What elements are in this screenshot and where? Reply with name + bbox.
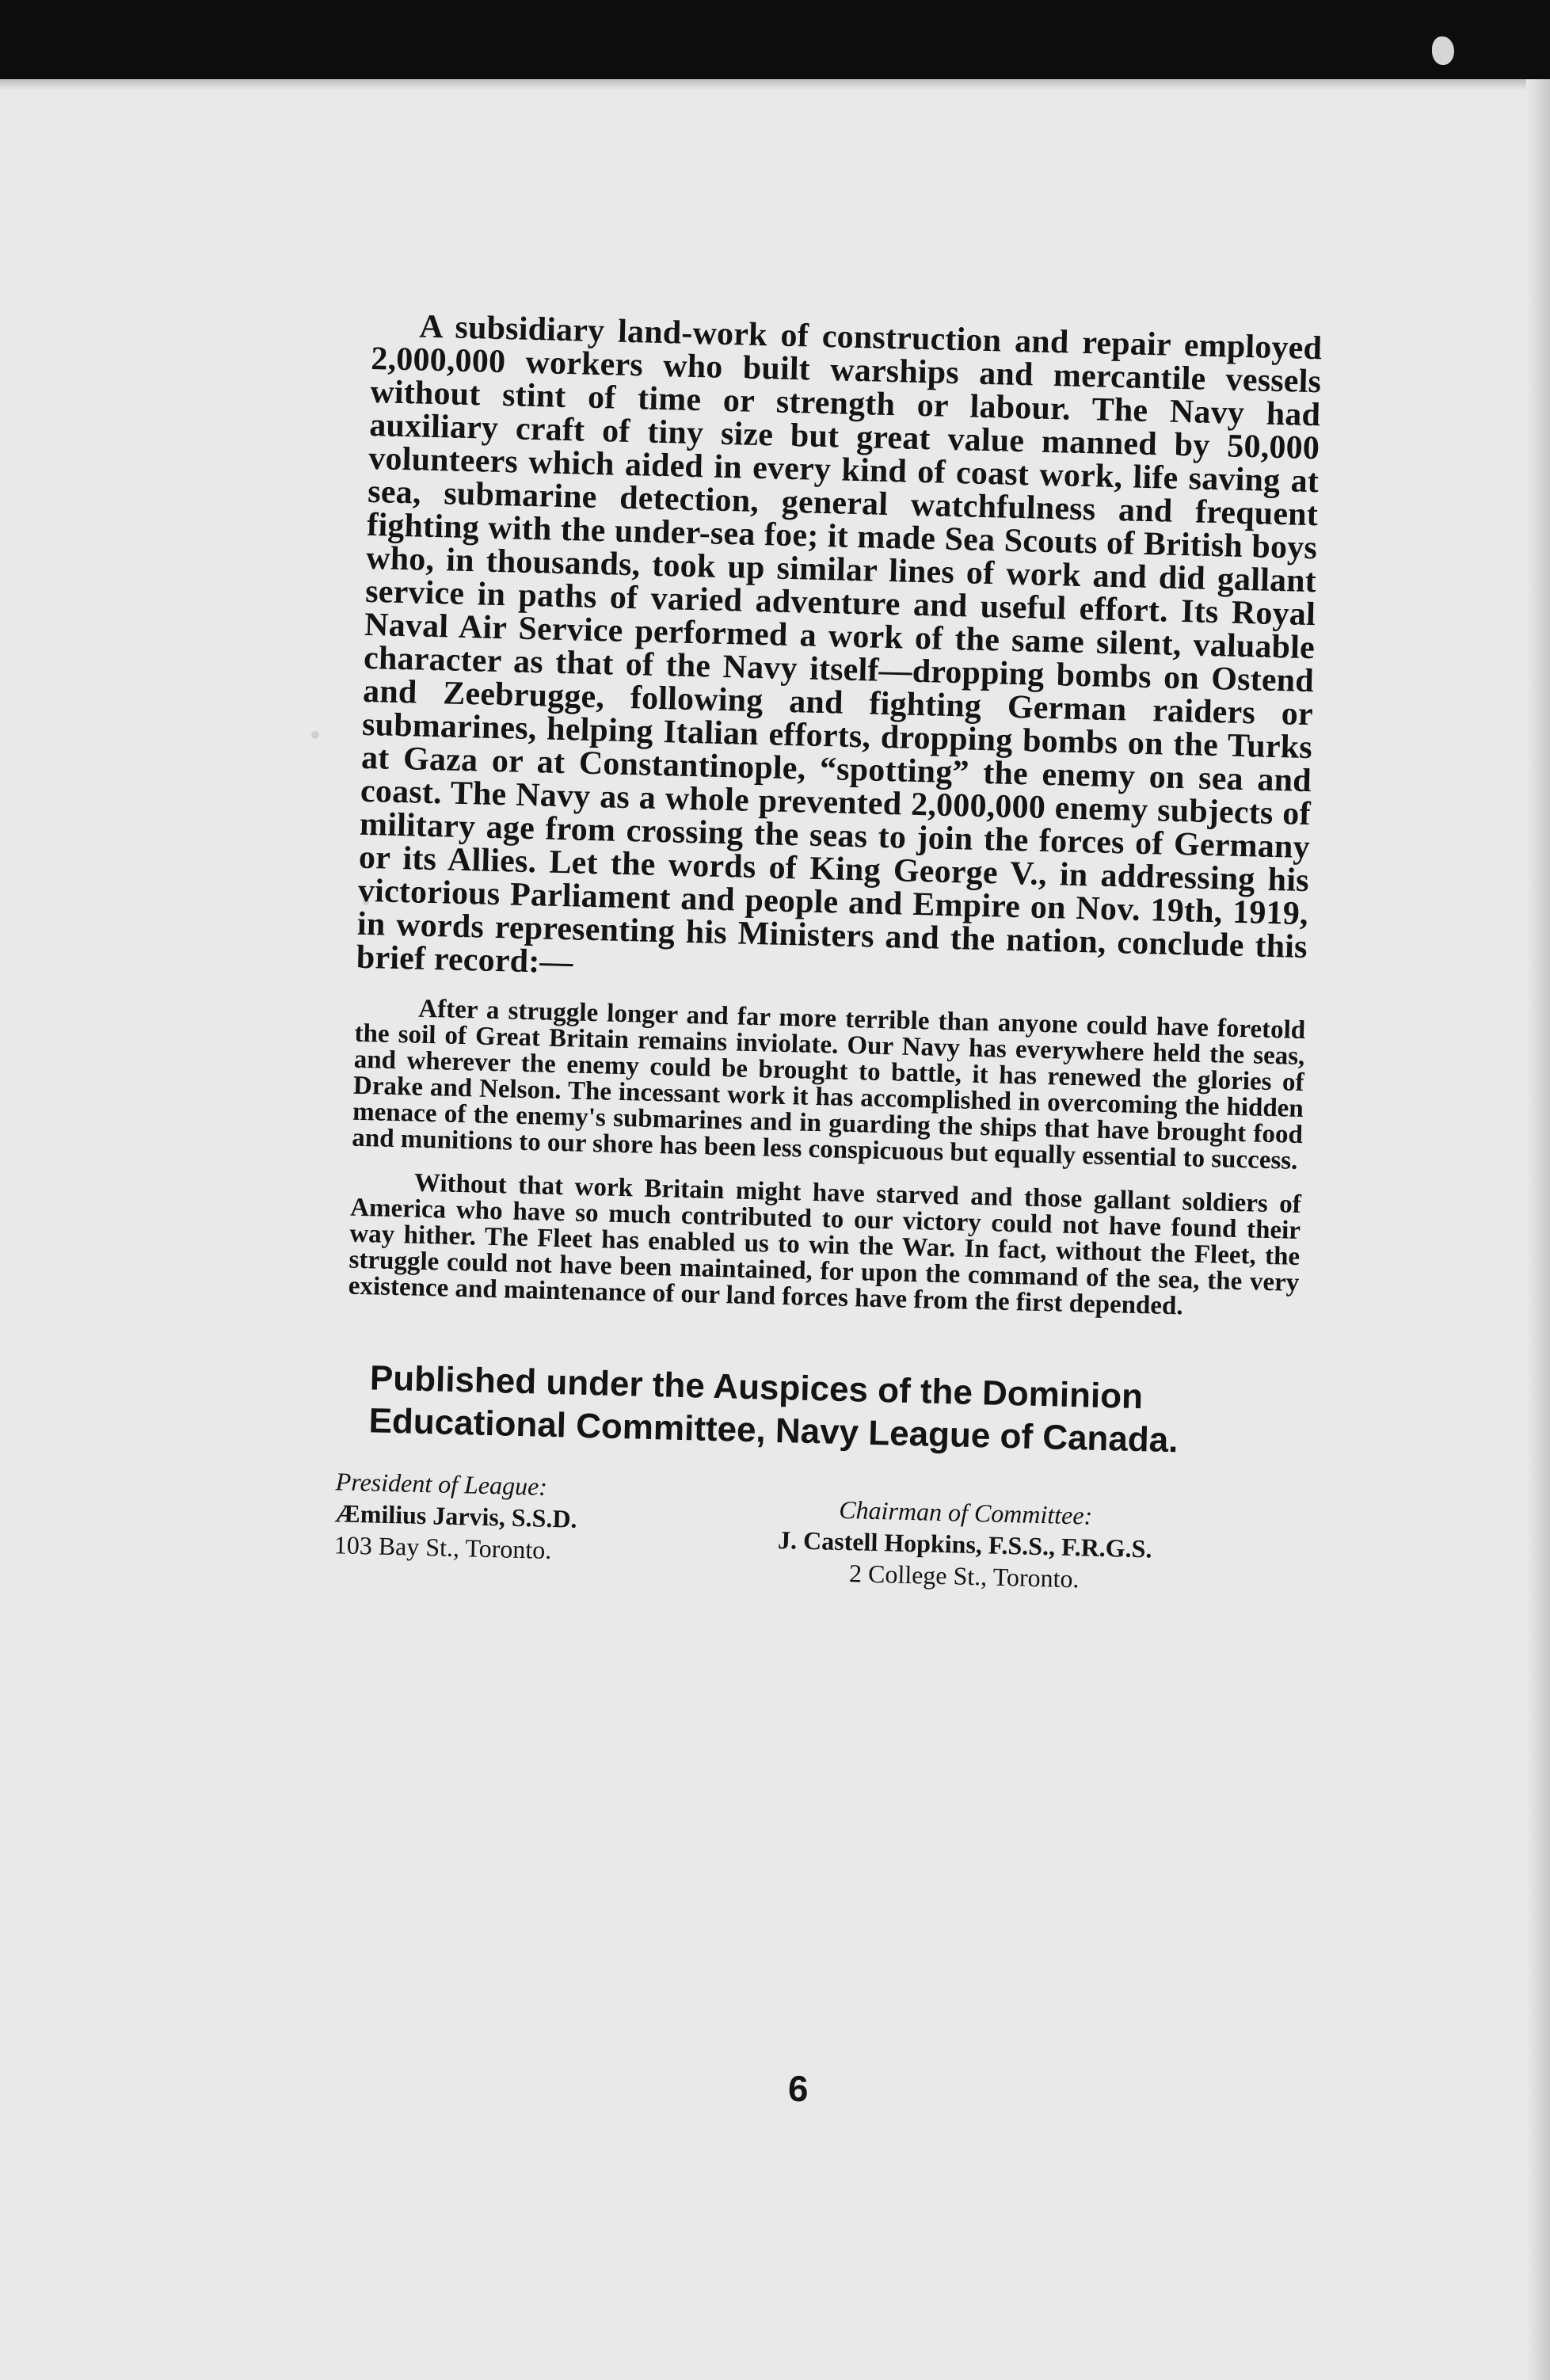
chairman-name: J. Castell Hopkins, F.S.S., F.R.G.S. xyxy=(777,1525,1152,1563)
chairman-block xyxy=(777,1492,1153,1597)
scan-corner-mark xyxy=(1432,36,1454,65)
president-address: 103 Bay St., Toronto. xyxy=(333,1530,552,1564)
page-content xyxy=(333,308,1323,1624)
published-notice: Published under the Auspices of the Dominion Educational Committee, Navy League of Canada. xyxy=(368,1358,1179,1460)
document-page xyxy=(0,79,1550,2380)
quoted-paragraph-2: Without that work Britain might have starved and those gallant soldiers of America who have so much contributed to our victory could not have found their way hither. The Fleet has enabled us to win the War. In fact, without the Fleet, the struggle could not have been maintained, for upon the command of the sea, the very existence and maintenance of our land forces have from the first depended. xyxy=(348,1168,1302,1321)
president-name: Æmilius Jarvis, S.S.D. xyxy=(334,1498,578,1533)
president-block xyxy=(333,1465,578,1566)
body-paragraph: A subsidiary land-work of construction and repair employed 2,000,000 workers who built warships and mercantile vessels without stint of time or strength or labour. The Navy had auxiliary craft of tiny size but great value manned by 50,000 volunteers which aided in every kind of coast work, life saving at sea, submarine detection, general watchfulness and frequent fighting with the under-sea foe; it made Sea Scouts of British boys who, in thousands, took up similar lines of work and did gallant service in paths of varied adventure and useful effort. Its Royal Naval Air Service performed a work of the same silent, valuable character as that of the Navy itself—dropping bombs on Ostend and Zeebrugge, following and fighting German raiders or submarines, helping Italian efforts, dropping bombs on the Turks at Gaza or at Constantinople, “spotting” the enemy on sea and coast. The Navy as a whole prevented 2,000,000 enemy subjects of military age from crossing the seas to join the forces of Germany or its Allies. Let the words of King George V., in addressing his victorious Parliament and people and Empire on Nov. 19th, 1919, in words representing his Ministers and the nation, conclude this brief record:— xyxy=(356,308,1323,981)
chairman-title: Chairman of Committee: xyxy=(838,1495,1093,1530)
chairman-address: 2 College St., Toronto. xyxy=(848,1559,1080,1594)
page-number: 6 xyxy=(787,2067,809,2110)
scan-right-shadow xyxy=(1526,79,1550,2380)
officers-block xyxy=(333,1466,1294,1624)
quoted-paragraph-1: After a struggle longer and far more terrible than anyone could have foretold the soil of Great Britain remains inviolate. Our Navy has everywhere held the seas, and wherever the enemy could be brought to battle, it has renewed the glories of Drake and Nelson. The incessant work it has accomplished in overcoming the hidden menace of the enemy's submarines and in guarding the ships that have brought food and munitions to our shore has been less conspicuous but equally essential to success. xyxy=(351,994,1306,1175)
scan-top-border xyxy=(0,0,1550,79)
president-title: President of League: xyxy=(335,1467,548,1501)
scan-speck xyxy=(311,731,319,739)
